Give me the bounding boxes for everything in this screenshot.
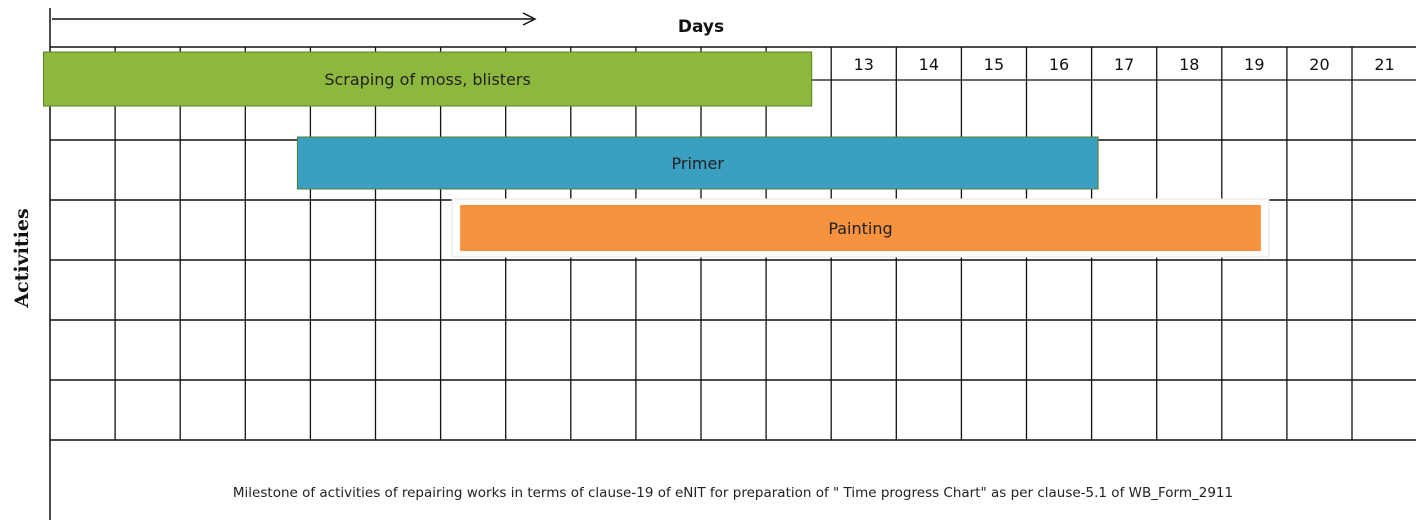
day-label: 18 [1179, 55, 1200, 74]
day-label: 20 [1309, 55, 1330, 74]
task-label: Scraping of moss, blisters [324, 70, 531, 89]
day-label: 21 [1374, 55, 1395, 74]
day-label: 19 [1244, 55, 1265, 74]
day-label: 17 [1113, 55, 1135, 74]
day-label: 14 [918, 55, 940, 74]
y-axis-title: Activities [11, 208, 33, 308]
day-label: 13 [853, 55, 874, 74]
task-label: Painting [828, 219, 893, 238]
day-label: 16 [1048, 55, 1070, 74]
bars-layer [43, 52, 1268, 257]
task-label: Primer [671, 154, 724, 173]
x-axis-title: Days [677, 17, 725, 37]
day-label: 15 [983, 55, 1005, 74]
caption: Milestone of activities of repairing works in terms of clause-19 of eNIT for preparation of " Time progress Chart" as per clause-5.1 of WB_Form_2911 [232, 485, 1234, 501]
